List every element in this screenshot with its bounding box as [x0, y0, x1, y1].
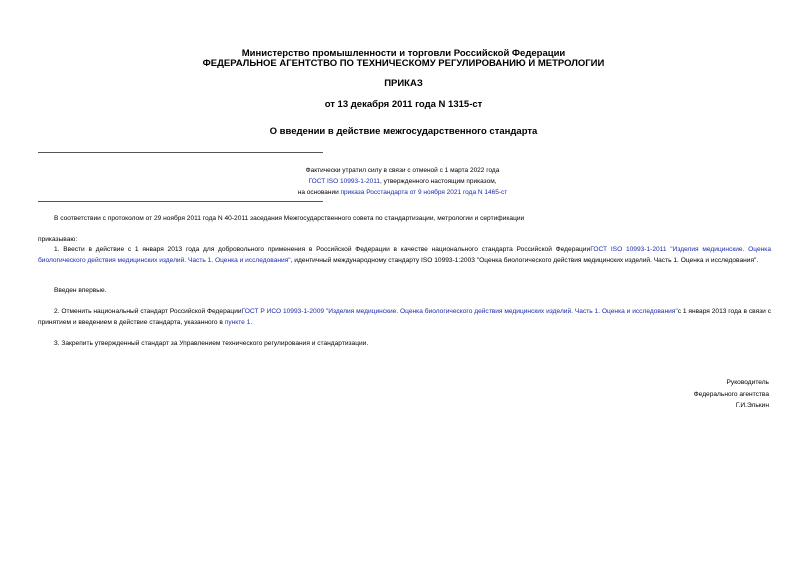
doc-title: О введении в действие межгосударственного стандарта: [269, 126, 538, 137]
status-note-line3: на основании приказа Росстандарта от 9 ноября 2021 года N 1465-ст: [297, 189, 508, 196]
gost-r-iso-10993-link[interactable]: ГОСТ Р ИСО 10993-1-2009 "Изделия медицинские. Оценка биологического действия медицинских изделий. Часть 1. Оценка и исследования": [241, 308, 678, 315]
paragraph-1: 1. Ввести в действие с 1 января 2013 года для добровольного применения в Российской Федерации в качестве национального стандарта Российской ФедерацииГОСТ ISO 10993-1-2011 "Изделия медицинские. Оценка биологического действия медицинских изделий. Часть 1. Оценка и исследования", идентичный международному стандарту ISO 10993-1:2003 "Оценка биологического действия медицинских изделий. Часть 1. Оценка и исследования".: [38, 246, 771, 264]
bottom-divider: [38, 201, 323, 202]
ministry-name: Министерство промышленности и торговли Российской Федерации: [241, 48, 566, 59]
gost-iso-10993-link[interactable]: ГОСТ ISO 10993-1-2011 "Изделия медицинские. Оценка биологического действия медицинских изделий. Часть 1. Оценка и исследования": [38, 246, 771, 264]
signature-block: [694, 377, 769, 412]
paragraph-2: 2. Отменить национальный стандарт Российской ФедерацииГОСТ Р ИСО 10993-1-2009 "Изделия медицинские. Оценка биологического действия медицинских изделий. Часть 1. Оценка и исследования"с 1 января 2013 года в связи с принятием и введением в действие стандарта, указанного в пункте 1.: [38, 308, 772, 326]
rosstandart-order-link[interactable]: приказа Росстандарта от 9 ноября 2021 года N 1465-ст: [340, 189, 508, 196]
status-note-line1: Фактически утратил силу в связи с отменой с 1 марта 2022 года: [305, 167, 500, 174]
top-divider: [38, 152, 323, 153]
point-1-link[interactable]: пункте 1: [224, 319, 251, 326]
status-note: [200, 165, 605, 198]
agency-name: ФЕДЕРАЛЬНОЕ АГЕНТСТВО ПО ТЕХНИЧЕСКОМУ РЕГУЛИРОВАНИЮ И МЕТРОЛОГИИ: [202, 58, 605, 69]
doc-date-number: от 13 декабря 2011 года N 1315-ст: [324, 99, 483, 110]
signature-title: Руководитель: [726, 379, 769, 386]
paragraph-3: 3. Закрепить утвержденный стандарт за Управлением технического регулирования и стандартизации.: [54, 340, 369, 347]
doc-type: ПРИКАЗ: [384, 78, 423, 89]
order-word: приказываю:: [38, 236, 78, 243]
intro-paragraph: В соответствии с протоколом от 29 ноября 2011 года N 40-2011 заседания Межгосударственного совета по стандартизации, метрологии и сертификации: [54, 215, 525, 222]
status-note-line2: ГОСТ ISO 10993-1-2011, утвержденного настоящим приказом,: [308, 178, 497, 185]
signature-name: Г.И.Элькин: [735, 402, 769, 409]
gost-iso-link[interactable]: ГОСТ ISO 10993-1-2011: [308, 178, 380, 185]
signature-agency: Федерального агентства: [693, 390, 769, 398]
first-time-note: Введен впервые.: [54, 287, 107, 294]
